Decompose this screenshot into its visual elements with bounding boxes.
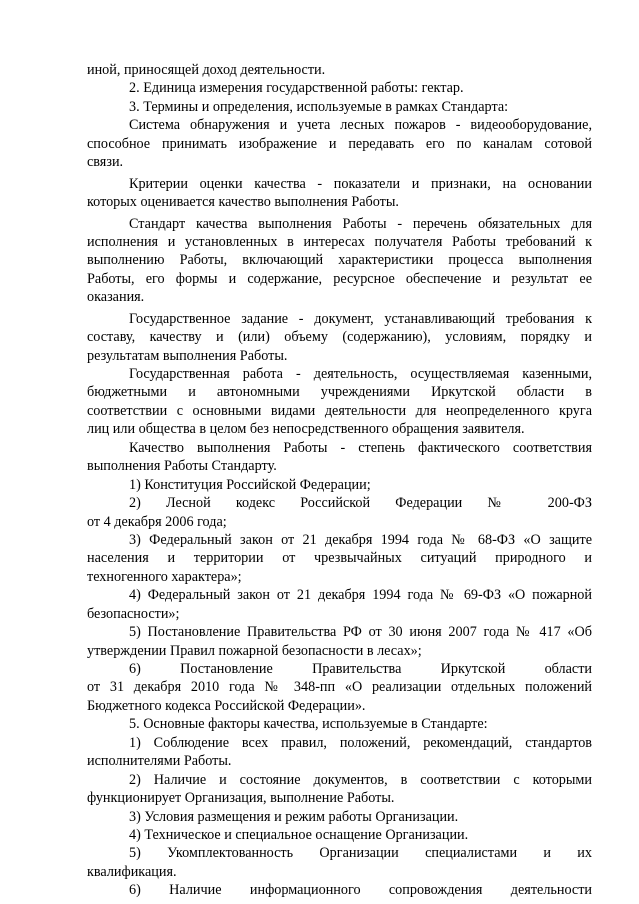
text-line: лиц или общества в целом без непосредственного обращения заявителя. [87, 421, 525, 438]
paragraph [87, 365, 592, 439]
text-line: связи. [87, 154, 124, 171]
text-line: способное принимать изображение и передавать его по каналам сотовой [87, 135, 592, 152]
text-line: от 4 декабря 2006 года; [87, 513, 227, 530]
paragraph [87, 771, 592, 808]
text-line: 5) Постановление Правительства РФ от 30 июня 2007 года № 417 «Об [129, 624, 592, 641]
paragraph [87, 660, 592, 715]
text-line: 1) Соблюдение всех правил, положений, рекомендаций, стандартов [129, 734, 592, 751]
paragraph [87, 215, 592, 307]
text-line: квалификация. [87, 863, 177, 880]
text-line: 6) Наличие информационного сопровождения деятельности [129, 882, 592, 899]
text-line: результатам выполнения Работы. [87, 347, 288, 364]
paragraph [87, 844, 592, 881]
paragraph [87, 881, 592, 899]
text-line: 2) Лесной кодекс Российской Федерации № 200-ФЗ [129, 495, 592, 512]
text-line: 5) Укомплектованность Организации специалистами и их [129, 845, 592, 862]
paragraph [87, 98, 592, 116]
text-line: Бюджетного кодекса Российской Федерации». [87, 697, 366, 714]
text-line: 4) Техническое и специальное оснащение Организации. [129, 826, 469, 843]
text-line: которых оценивается качество выполнения Работы. [87, 194, 399, 211]
text-line: бюджетными и автономными учреждениями Иркутской области в [87, 384, 592, 401]
paragraph [87, 623, 592, 660]
text-line: утверждении Правил пожарной безопасности в лесах»; [87, 642, 422, 659]
text-line: функционирует Организация, выполнение Работы. [87, 790, 395, 807]
paragraph [87, 808, 592, 826]
text-line: Система обнаружения и учета лесных пожаров - видеооборудование, [129, 117, 592, 134]
text-line: безопасности»; [87, 605, 180, 622]
text-line: Государственная работа - деятельность, осуществляемая казенными, [129, 366, 592, 382]
text-line: населения и территории от чрезвычайных ситуаций природного и [87, 550, 592, 567]
text-line: техногенного характера»; [87, 568, 242, 585]
paragraph [87, 439, 592, 476]
text-line: соответствии с основными видами деятельности для неопределенного круга [87, 402, 592, 419]
paragraph [87, 734, 592, 771]
text-line: выполнению Работы, включающий характеристики процесса выполнения [87, 252, 592, 269]
text-line: иной, приносящей доход деятельности. [87, 62, 326, 78]
paragraph [87, 715, 592, 733]
paragraph [87, 116, 592, 171]
text-line: Качество выполнения Работы - степень фактического соответствия [129, 439, 592, 456]
text-line: 5. Основные факторы качества, используемые в Стандарте: [129, 716, 488, 733]
paragraph [87, 476, 592, 494]
paragraph [87, 310, 592, 365]
text-line: 3. Термины и определения, используемые в рамках Стандарта: [129, 98, 509, 115]
text-line: оказания. [87, 289, 145, 306]
text-line: 2) Наличие и состояние документов, в соответствии с которыми [129, 771, 592, 788]
text-line: исполнителями Работы. [87, 753, 232, 770]
text-line: Критерии оценки качества - показатели и признаки, на основании [129, 175, 592, 192]
text-line: выполнения Работы Стандарту. [87, 458, 277, 475]
text-line: составу, качеству и (или) объему (содержанию), условиям, порядку и [87, 329, 592, 346]
text-line: 6) Постановление Правительства Иркутской области [129, 661, 592, 677]
text-line: Стандарт качества выполнения Работы - перечень обязательных для [129, 215, 592, 232]
text-line: исполнения и установленных в интересах получателя Работы требований к [87, 233, 592, 250]
text-line: от 31 декабря 2010 года № 348-пп «О реализации отдельных положений [87, 679, 592, 696]
paragraph [87, 79, 592, 97]
paragraph [87, 531, 592, 586]
text-line: 4) Федеральный закон от 21 декабря 1994 года № 69-ФЗ «О пожарной [129, 587, 592, 604]
paragraph [87, 586, 592, 623]
text-line: 2. Единица измерения государственной работы: гектар. [129, 80, 464, 97]
text-line: Работы, его формы и содержание, ресурсное обеспечение и результат ее [87, 270, 592, 287]
paragraph [87, 826, 592, 844]
text-line: 3) Условия размещения и режим работы Организации. [129, 808, 459, 825]
paragraph [87, 175, 592, 212]
text-line: Государственное задание - документ, устанавливающий требования к [129, 310, 592, 327]
text-line: 3) Федеральный закон от 21 декабря 1994 года № 68-ФЗ «О защите [129, 531, 592, 548]
text-line: 1) Конституция Российской Федерации; [129, 476, 371, 493]
paragraph [87, 494, 592, 531]
paragraph [87, 61, 592, 79]
